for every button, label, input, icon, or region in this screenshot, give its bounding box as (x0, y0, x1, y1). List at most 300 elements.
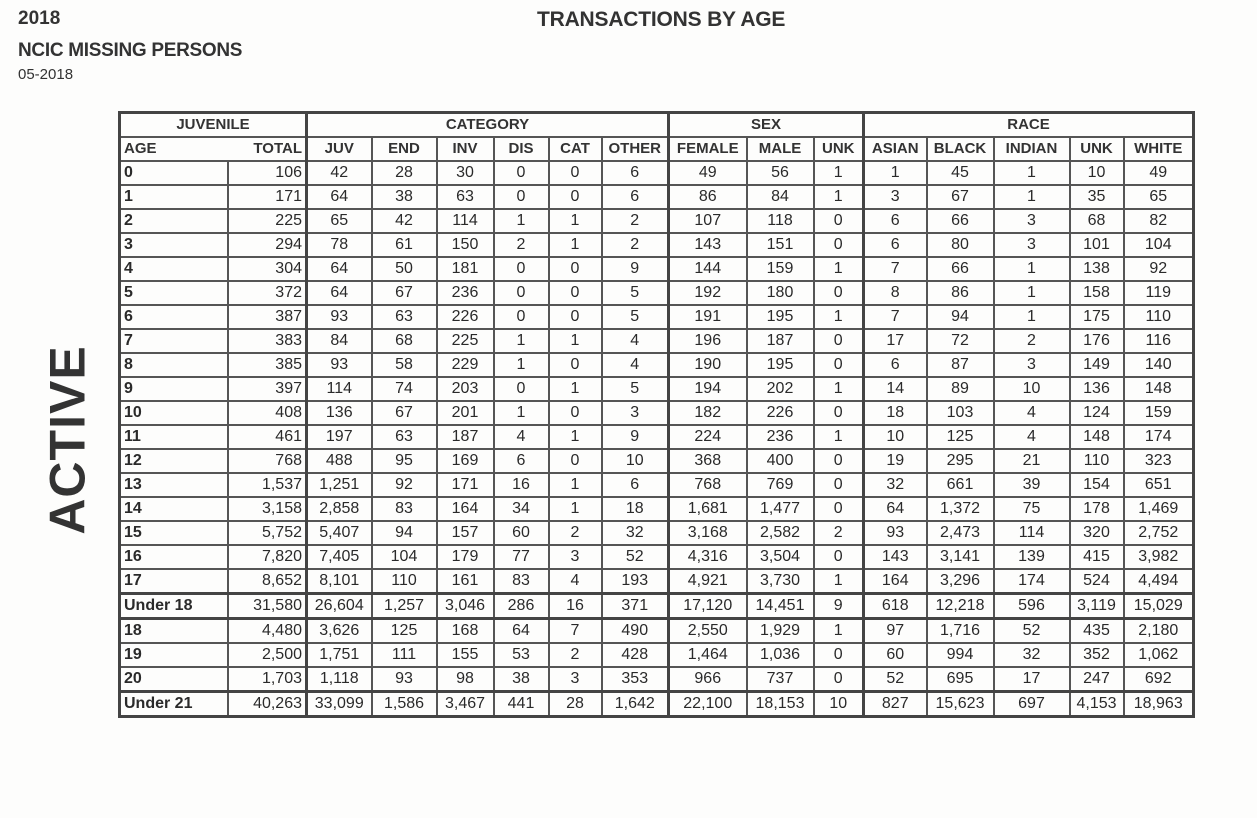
cell-sex-unk: 0 (814, 233, 864, 257)
cell-sex-unk: 0 (814, 281, 864, 305)
cell-dis: 38 (494, 667, 549, 692)
cell-dis: 77 (494, 545, 549, 569)
cell-other: 5 (602, 377, 669, 401)
cell-male: 1,929 (747, 619, 814, 644)
cell-indian: 3 (994, 353, 1070, 377)
cell-juv: 65 (307, 209, 372, 233)
report-organization: NCIC MISSING PERSONS (18, 40, 243, 61)
cell-age: 9 (120, 377, 228, 401)
cell-race-unk: 352 (1070, 643, 1124, 667)
cell-white: 323 (1124, 449, 1194, 473)
cell-juv: 78 (307, 233, 372, 257)
col-header-other: OTHER (602, 137, 669, 161)
cell-other: 32 (602, 521, 669, 545)
cell-male: 236 (747, 425, 814, 449)
cell-age: 8 (120, 353, 228, 377)
cell-dis: 34 (494, 497, 549, 521)
cell-juv: 93 (307, 305, 372, 329)
cell-female: 4,921 (669, 569, 747, 594)
cell-black: 87 (927, 353, 994, 377)
cell-dis: 1 (494, 401, 549, 425)
cell-inv: 226 (437, 305, 494, 329)
cell-end: 67 (372, 281, 437, 305)
cell-cat: 0 (549, 257, 602, 281)
cell-end: 58 (372, 353, 437, 377)
cell-white: 651 (1124, 473, 1194, 497)
cell-white: 692 (1124, 667, 1194, 692)
cell-end: 1,586 (372, 692, 437, 717)
cell-sex-unk: 0 (814, 401, 864, 425)
cell-juv: 64 (307, 281, 372, 305)
cell-female: 182 (669, 401, 747, 425)
cell-total: 8,652 (228, 569, 307, 594)
cell-white: 1,469 (1124, 497, 1194, 521)
table-row (120, 497, 1194, 521)
cell-sex-unk: 1 (814, 619, 864, 644)
cell-male: 18,153 (747, 692, 814, 717)
table-row (120, 667, 1194, 692)
cell-total: 294 (228, 233, 307, 257)
cell-total: 461 (228, 425, 307, 449)
cell-sex-unk: 9 (814, 594, 864, 619)
col-header-female: FEMALE (669, 137, 747, 161)
cell-end: 38 (372, 185, 437, 209)
cell-race-unk: 524 (1070, 569, 1124, 594)
cell-indian: 17 (994, 667, 1070, 692)
cell-cat: 7 (549, 619, 602, 644)
table-row (120, 377, 1194, 401)
cell-dis: 2 (494, 233, 549, 257)
cell-juv: 84 (307, 329, 372, 353)
cell-cat: 28 (549, 692, 602, 717)
cell-other: 353 (602, 667, 669, 692)
cell-race-unk: 110 (1070, 449, 1124, 473)
cell-black: 1,372 (927, 497, 994, 521)
col-header-male: MALE (747, 137, 814, 161)
cell-total: 768 (228, 449, 307, 473)
cell-indian: 174 (994, 569, 1070, 594)
cell-dis: 441 (494, 692, 549, 717)
cell-white: 18,963 (1124, 692, 1194, 717)
cell-race-unk: 175 (1070, 305, 1124, 329)
cell-cat: 2 (549, 521, 602, 545)
cell-total: 2,500 (228, 643, 307, 667)
cell-black: 2,473 (927, 521, 994, 545)
cell-black: 295 (927, 449, 994, 473)
cell-sex-unk: 10 (814, 692, 864, 717)
cell-female: 196 (669, 329, 747, 353)
cell-male: 1,036 (747, 643, 814, 667)
cell-indian: 3 (994, 233, 1070, 257)
cell-female: 768 (669, 473, 747, 497)
table-row (120, 473, 1194, 497)
cell-age: 12 (120, 449, 228, 473)
cell-indian: 10 (994, 377, 1070, 401)
cell-race-unk: 149 (1070, 353, 1124, 377)
table-row (120, 305, 1194, 329)
cell-indian: 21 (994, 449, 1070, 473)
cell-end: 104 (372, 545, 437, 569)
cell-end: 92 (372, 473, 437, 497)
cell-age: 3 (120, 233, 228, 257)
group-header-race: RACE (864, 113, 1194, 138)
col-header-age: AGE (120, 137, 228, 161)
cell-other: 6 (602, 473, 669, 497)
cell-black: 45 (927, 161, 994, 185)
cell-inv: 236 (437, 281, 494, 305)
cell-black: 66 (927, 209, 994, 233)
cell-total: 387 (228, 305, 307, 329)
status-side-label (38, 345, 98, 535)
cell-dis: 0 (494, 305, 549, 329)
col-header-total: TOTAL (228, 137, 307, 161)
cell-indian: 1 (994, 281, 1070, 305)
cell-dis: 64 (494, 619, 549, 644)
col-header-cat: CAT (549, 137, 602, 161)
cell-end: 1,257 (372, 594, 437, 619)
cell-female: 2,550 (669, 619, 747, 644)
cell-female: 194 (669, 377, 747, 401)
cell-dis: 1 (494, 353, 549, 377)
cell-indian: 39 (994, 473, 1070, 497)
cell-asian: 6 (864, 233, 927, 257)
cell-inv: 98 (437, 667, 494, 692)
cell-male: 226 (747, 401, 814, 425)
cell-black: 66 (927, 257, 994, 281)
cell-total: 304 (228, 257, 307, 281)
cell-white: 104 (1124, 233, 1194, 257)
cell-asian: 17 (864, 329, 927, 353)
cell-male: 1,477 (747, 497, 814, 521)
cell-other: 5 (602, 305, 669, 329)
cell-sex-unk: 0 (814, 667, 864, 692)
group-header-juvenile: JUVENILE (120, 113, 307, 138)
cell-asian: 32 (864, 473, 927, 497)
cell-inv: 155 (437, 643, 494, 667)
cell-age: Under 18 (120, 594, 228, 619)
cell-other: 1,642 (602, 692, 669, 717)
cell-indian: 1 (994, 257, 1070, 281)
cell-dis: 0 (494, 185, 549, 209)
cell-dis: 0 (494, 377, 549, 401)
cell-male: 737 (747, 667, 814, 692)
cell-other: 3 (602, 401, 669, 425)
cell-end: 93 (372, 667, 437, 692)
cell-juv: 488 (307, 449, 372, 473)
cell-male: 769 (747, 473, 814, 497)
cell-total: 40,263 (228, 692, 307, 717)
cell-end: 110 (372, 569, 437, 594)
cell-sex-unk: 1 (814, 305, 864, 329)
cell-inv: 3,046 (437, 594, 494, 619)
cell-age: 0 (120, 161, 228, 185)
cell-black: 3,296 (927, 569, 994, 594)
cell-sex-unk: 0 (814, 449, 864, 473)
col-header-black: BLACK (927, 137, 994, 161)
cell-black: 94 (927, 305, 994, 329)
cell-cat: 0 (549, 281, 602, 305)
cell-juv: 1,751 (307, 643, 372, 667)
cell-asian: 93 (864, 521, 927, 545)
cell-female: 86 (669, 185, 747, 209)
cell-other: 428 (602, 643, 669, 667)
cell-indian: 3 (994, 209, 1070, 233)
report-year: 2018 (18, 8, 61, 29)
cell-juv: 7,405 (307, 545, 372, 569)
side-label-text: ACTIVE (40, 345, 97, 535)
cell-cat: 0 (549, 401, 602, 425)
cell-race-unk: 136 (1070, 377, 1124, 401)
cell-cat: 1 (549, 209, 602, 233)
cell-male: 56 (747, 161, 814, 185)
cell-juv: 5,407 (307, 521, 372, 545)
cell-dis: 60 (494, 521, 549, 545)
cell-black: 67 (927, 185, 994, 209)
cell-cat: 2 (549, 643, 602, 667)
cell-sex-unk: 0 (814, 643, 864, 667)
cell-male: 151 (747, 233, 814, 257)
cell-inv: 114 (437, 209, 494, 233)
cell-total: 171 (228, 185, 307, 209)
cell-cat: 3 (549, 545, 602, 569)
cell-inv: 229 (437, 353, 494, 377)
cell-total: 31,580 (228, 594, 307, 619)
cell-race-unk: 320 (1070, 521, 1124, 545)
cell-sex-unk: 0 (814, 329, 864, 353)
cell-end: 125 (372, 619, 437, 644)
cell-end: 63 (372, 305, 437, 329)
cell-other: 10 (602, 449, 669, 473)
cell-female: 22,100 (669, 692, 747, 717)
cell-female: 107 (669, 209, 747, 233)
cell-sex-unk: 0 (814, 545, 864, 569)
cell-other: 371 (602, 594, 669, 619)
cell-sex-unk: 2 (814, 521, 864, 545)
cell-juv: 64 (307, 257, 372, 281)
cell-dis: 0 (494, 281, 549, 305)
cell-age: 20 (120, 667, 228, 692)
table-row (120, 619, 1194, 644)
cell-female: 1,464 (669, 643, 747, 667)
cell-asian: 618 (864, 594, 927, 619)
cell-dis: 53 (494, 643, 549, 667)
cell-cat: 0 (549, 161, 602, 185)
cell-cat: 1 (549, 329, 602, 353)
cell-white: 82 (1124, 209, 1194, 233)
cell-other: 52 (602, 545, 669, 569)
cell-race-unk: 154 (1070, 473, 1124, 497)
cell-end: 111 (372, 643, 437, 667)
cell-white: 2,180 (1124, 619, 1194, 644)
cell-juv: 93 (307, 353, 372, 377)
col-header-sex-unk: UNK (814, 137, 864, 161)
cell-juv: 3,626 (307, 619, 372, 644)
cell-inv: 3,467 (437, 692, 494, 717)
cell-other: 5 (602, 281, 669, 305)
cell-race-unk: 158 (1070, 281, 1124, 305)
cell-other: 4 (602, 329, 669, 353)
cell-race-unk: 176 (1070, 329, 1124, 353)
cell-total: 385 (228, 353, 307, 377)
cell-indian: 596 (994, 594, 1070, 619)
cell-total: 4,480 (228, 619, 307, 644)
cell-inv: 201 (437, 401, 494, 425)
cell-cat: 3 (549, 667, 602, 692)
cell-juv: 2,858 (307, 497, 372, 521)
cell-race-unk: 138 (1070, 257, 1124, 281)
cell-indian: 52 (994, 619, 1070, 644)
cell-white: 15,029 (1124, 594, 1194, 619)
cell-asian: 10 (864, 425, 927, 449)
cell-age: 11 (120, 425, 228, 449)
table-row (120, 425, 1194, 449)
cell-age: Under 21 (120, 692, 228, 717)
cell-male: 159 (747, 257, 814, 281)
cell-male: 3,504 (747, 545, 814, 569)
cell-black: 72 (927, 329, 994, 353)
group-header-category: CATEGORY (307, 113, 669, 138)
cell-female: 368 (669, 449, 747, 473)
cell-dis: 1 (494, 329, 549, 353)
cell-juv: 1,251 (307, 473, 372, 497)
col-header-asian: ASIAN (864, 137, 927, 161)
cell-white: 92 (1124, 257, 1194, 281)
cell-asian: 7 (864, 305, 927, 329)
cell-female: 190 (669, 353, 747, 377)
cell-sex-unk: 0 (814, 497, 864, 521)
cell-end: 50 (372, 257, 437, 281)
cell-sex-unk: 1 (814, 377, 864, 401)
cell-end: 28 (372, 161, 437, 185)
cell-inv: 187 (437, 425, 494, 449)
cell-asian: 3 (864, 185, 927, 209)
cell-sex-unk: 1 (814, 425, 864, 449)
cell-total: 372 (228, 281, 307, 305)
cell-asian: 14 (864, 377, 927, 401)
cell-dis: 4 (494, 425, 549, 449)
cell-race-unk: 35 (1070, 185, 1124, 209)
cell-male: 202 (747, 377, 814, 401)
cell-cat: 1 (549, 425, 602, 449)
cell-end: 95 (372, 449, 437, 473)
col-header-juv: JUV (307, 137, 372, 161)
cell-asian: 60 (864, 643, 927, 667)
cell-juv: 136 (307, 401, 372, 425)
cell-age: 5 (120, 281, 228, 305)
cell-black: 12,218 (927, 594, 994, 619)
cell-other: 4 (602, 353, 669, 377)
table-row (120, 329, 1194, 353)
cell-asian: 64 (864, 497, 927, 521)
cell-juv: 26,604 (307, 594, 372, 619)
cell-inv: 169 (437, 449, 494, 473)
cell-race-unk: 415 (1070, 545, 1124, 569)
cell-total: 106 (228, 161, 307, 185)
cell-female: 966 (669, 667, 747, 692)
cell-total: 3,158 (228, 497, 307, 521)
cell-female: 4,316 (669, 545, 747, 569)
cell-female: 144 (669, 257, 747, 281)
cell-black: 661 (927, 473, 994, 497)
table-row (120, 521, 1194, 545)
cell-cat: 0 (549, 305, 602, 329)
cell-white: 110 (1124, 305, 1194, 329)
cell-inv: 168 (437, 619, 494, 644)
cell-white: 140 (1124, 353, 1194, 377)
cell-race-unk: 10 (1070, 161, 1124, 185)
cell-black: 89 (927, 377, 994, 401)
cell-indian: 139 (994, 545, 1070, 569)
table-row (120, 353, 1194, 377)
cell-other: 9 (602, 257, 669, 281)
cell-juv: 64 (307, 185, 372, 209)
cell-white: 4,494 (1124, 569, 1194, 594)
cell-other: 193 (602, 569, 669, 594)
cell-other: 6 (602, 185, 669, 209)
cell-juv: 42 (307, 161, 372, 185)
cell-total: 408 (228, 401, 307, 425)
cell-dis: 0 (494, 257, 549, 281)
table-row (120, 449, 1194, 473)
cell-indian: 75 (994, 497, 1070, 521)
cell-white: 3,982 (1124, 545, 1194, 569)
cell-male: 2,582 (747, 521, 814, 545)
col-header-white: WHITE (1124, 137, 1194, 161)
cell-male: 400 (747, 449, 814, 473)
cell-cat: 1 (549, 377, 602, 401)
cell-asian: 164 (864, 569, 927, 594)
cell-cat: 4 (549, 569, 602, 594)
cell-male: 187 (747, 329, 814, 353)
summary-row (120, 594, 1194, 619)
cell-race-unk: 178 (1070, 497, 1124, 521)
cell-dis: 1 (494, 209, 549, 233)
cell-indian: 32 (994, 643, 1070, 667)
cell-total: 383 (228, 329, 307, 353)
table-row (120, 185, 1194, 209)
cell-dis: 16 (494, 473, 549, 497)
table-row (120, 545, 1194, 569)
cell-male: 14,451 (747, 594, 814, 619)
cell-age: 13 (120, 473, 228, 497)
table-row (120, 161, 1194, 185)
summary-row (120, 692, 1194, 717)
cell-sex-unk: 1 (814, 161, 864, 185)
col-header-race-unk: UNK (1070, 137, 1124, 161)
cell-race-unk: 124 (1070, 401, 1124, 425)
cell-indian: 1 (994, 305, 1070, 329)
cell-juv: 33,099 (307, 692, 372, 717)
col-header-inv: INV (437, 137, 494, 161)
cell-other: 490 (602, 619, 669, 644)
cell-inv: 203 (437, 377, 494, 401)
cell-inv: 157 (437, 521, 494, 545)
cell-cat: 1 (549, 473, 602, 497)
cell-other: 2 (602, 209, 669, 233)
cell-sex-unk: 1 (814, 569, 864, 594)
table-row (120, 233, 1194, 257)
cell-end: 68 (372, 329, 437, 353)
cell-asian: 1 (864, 161, 927, 185)
table-row (120, 401, 1194, 425)
cell-asian: 7 (864, 257, 927, 281)
cell-age: 14 (120, 497, 228, 521)
cell-inv: 164 (437, 497, 494, 521)
cell-age: 4 (120, 257, 228, 281)
cell-male: 180 (747, 281, 814, 305)
cell-female: 143 (669, 233, 747, 257)
cell-indian: 697 (994, 692, 1070, 717)
